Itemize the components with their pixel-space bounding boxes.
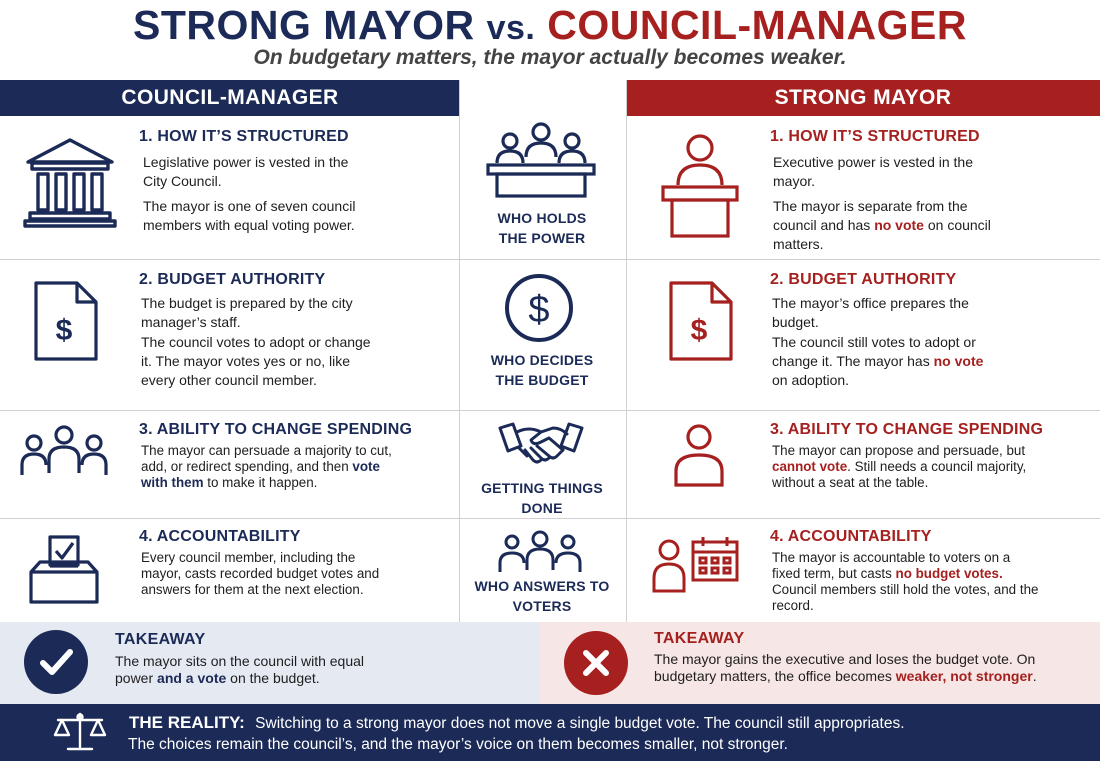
handshake-icon [497, 420, 585, 474]
highlight-text: and a vote [157, 670, 227, 686]
text-run: . Still needs a council majority, without a seat at the table. [772, 459, 1027, 490]
svg-text:$: $ [528, 289, 550, 331]
text-run: Switching to a strong mayor does not move a single budget vote. The council still appropriates. [255, 715, 905, 732]
section-title: 1. HOW IT’S STRUCTURED [139, 128, 349, 145]
section-text [773, 197, 993, 254]
subtitle: On budgetary matters, the mayor actually becomes weaker. [253, 46, 847, 69]
council-dais-icon [485, 121, 597, 201]
highlight-text: no budget votes. [895, 566, 1003, 581]
middle-label-line: DONE [521, 500, 563, 516]
reality-label: THE REALITY: [129, 713, 245, 732]
page-title [0, 2, 1100, 49]
text-run: The council still votes to adopt or change it. The mayor has [772, 334, 976, 369]
person-calendar-icon [651, 534, 741, 594]
section-text: The budget is prepared by the city manager’s staff. [141, 295, 353, 330]
title-strong-mayor: STRONG MAYOR [133, 2, 475, 48]
divider [0, 410, 1100, 411]
svg-text:$: $ [55, 314, 73, 347]
middle-label [459, 350, 625, 390]
voters-group-icon [497, 530, 583, 574]
text-run: on adoption. [772, 372, 850, 388]
section-text: The mayor is one of seven council members with equal voting power. [143, 198, 356, 233]
section-title: 3. ABILITY TO CHANGE SPENDING [770, 421, 1044, 438]
highlight-text: no vote [933, 353, 984, 369]
text-run: The mayor is separate from the council and has [773, 198, 968, 233]
middle-label-line: WHO ANSWERS TO [474, 578, 610, 594]
column-heading-council-manager: COUNCIL-MANAGER [0, 80, 460, 116]
x-icon [564, 631, 628, 695]
reality-line: The choices remain the council’s, and the mayor’s voice on them becomes smaller, not stronger. [128, 736, 788, 753]
takeaway-title: TAKEAWAY [654, 630, 745, 647]
dollar-circle-icon [503, 272, 575, 344]
title-council-manager: COUNCIL-MANAGER [547, 2, 967, 48]
takeaway-text [115, 653, 405, 687]
section-text [772, 550, 1042, 614]
budget-document-icon [33, 280, 99, 362]
section-text: Executive power is vested in the mayor. [773, 154, 973, 189]
section-text: The mayor’s office prepares the budget. [772, 295, 969, 330]
section-title: 3. ABILITY TO CHANGE SPENDING [139, 421, 413, 438]
text-run: The mayor is accountable to voters on a fixed term, but casts [772, 550, 1011, 581]
reality-text [129, 712, 905, 755]
section-title: 4. ACCOUNTABILITY [139, 528, 301, 545]
text-run: on the budget. [226, 670, 320, 686]
divider [626, 80, 627, 622]
middle-label-line: WHO HOLDS [497, 210, 587, 226]
middle-label-line: GETTING THINGS [481, 480, 603, 496]
middle-label-line: THE POWER [498, 230, 586, 246]
svg-text:$: $ [690, 314, 708, 347]
middle-label-line: WHO DECIDES [490, 352, 594, 368]
reality-banner [0, 704, 1100, 761]
section-text [772, 443, 1047, 491]
header [0, 0, 1100, 80]
section-text [772, 333, 1002, 390]
text-run: The mayor can persuade a majority to cut, add, or redirect spending, and then [141, 443, 392, 474]
middle-label [459, 208, 625, 248]
takeaway-title: TAKEAWAY [115, 631, 206, 648]
budget-document-icon [668, 280, 734, 362]
column-heading-strong-mayor: STRONG MAYOR [626, 80, 1100, 116]
middle-label-line: VOTERS [512, 598, 572, 614]
middle-label [459, 478, 625, 518]
title-vs: vs. [486, 9, 536, 47]
highlight-text: weaker, not stronger [895, 668, 1033, 684]
middle-label-line: THE BUDGET [495, 372, 589, 388]
divider [0, 518, 1100, 519]
highlight-text: cannot vote [772, 459, 848, 474]
section-text: Legislative power is vested in the City Council. [143, 154, 349, 189]
highlight-text: no vote [874, 217, 924, 233]
section-title: 4. ACCOUNTABILITY [770, 528, 932, 545]
text-run: The mayor gains the executive and loses the budget vote. On budgetary matters, the office becomes [654, 651, 1036, 684]
section-title: 2. BUDGET AUTHORITY [770, 271, 957, 288]
mayor-podium-icon [660, 133, 740, 239]
section-title: 1. HOW IT’S STRUCTURED [770, 128, 980, 145]
check-icon [24, 630, 88, 694]
highlight-text: vote with them [141, 459, 380, 490]
text-run: Council members still hold the votes, and the record. [772, 582, 1039, 613]
text-run: to make it happen. [203, 475, 318, 490]
text-run: The mayor can propose and persuade, but [772, 443, 1026, 458]
divider [0, 259, 1100, 260]
text-run: The mayor sits on the council with equal power [115, 653, 365, 686]
section-text: Every council member, including the mayor, casts recorded budget votes and answers for them at the next election. [141, 550, 380, 597]
scales-icon [52, 711, 108, 753]
takeaway-text [654, 651, 1059, 685]
group-icon [19, 425, 109, 477]
takeaway-strong-mayor [540, 622, 1100, 704]
ballot-box-icon [28, 534, 100, 604]
reality-line [129, 712, 905, 734]
text-run: . [1032, 668, 1037, 684]
section-text: The council votes to adopt or change it. The mayor votes yes or no, like every other council member. [141, 334, 371, 388]
person-icon [673, 423, 725, 489]
section-title: 2. BUDGET AUTHORITY [139, 271, 326, 288]
middle-label [459, 576, 625, 616]
text-run: on council matters. [773, 217, 991, 252]
section-text [141, 443, 401, 491]
takeaway-council-manager [0, 622, 540, 704]
courthouse-icon [22, 136, 118, 228]
